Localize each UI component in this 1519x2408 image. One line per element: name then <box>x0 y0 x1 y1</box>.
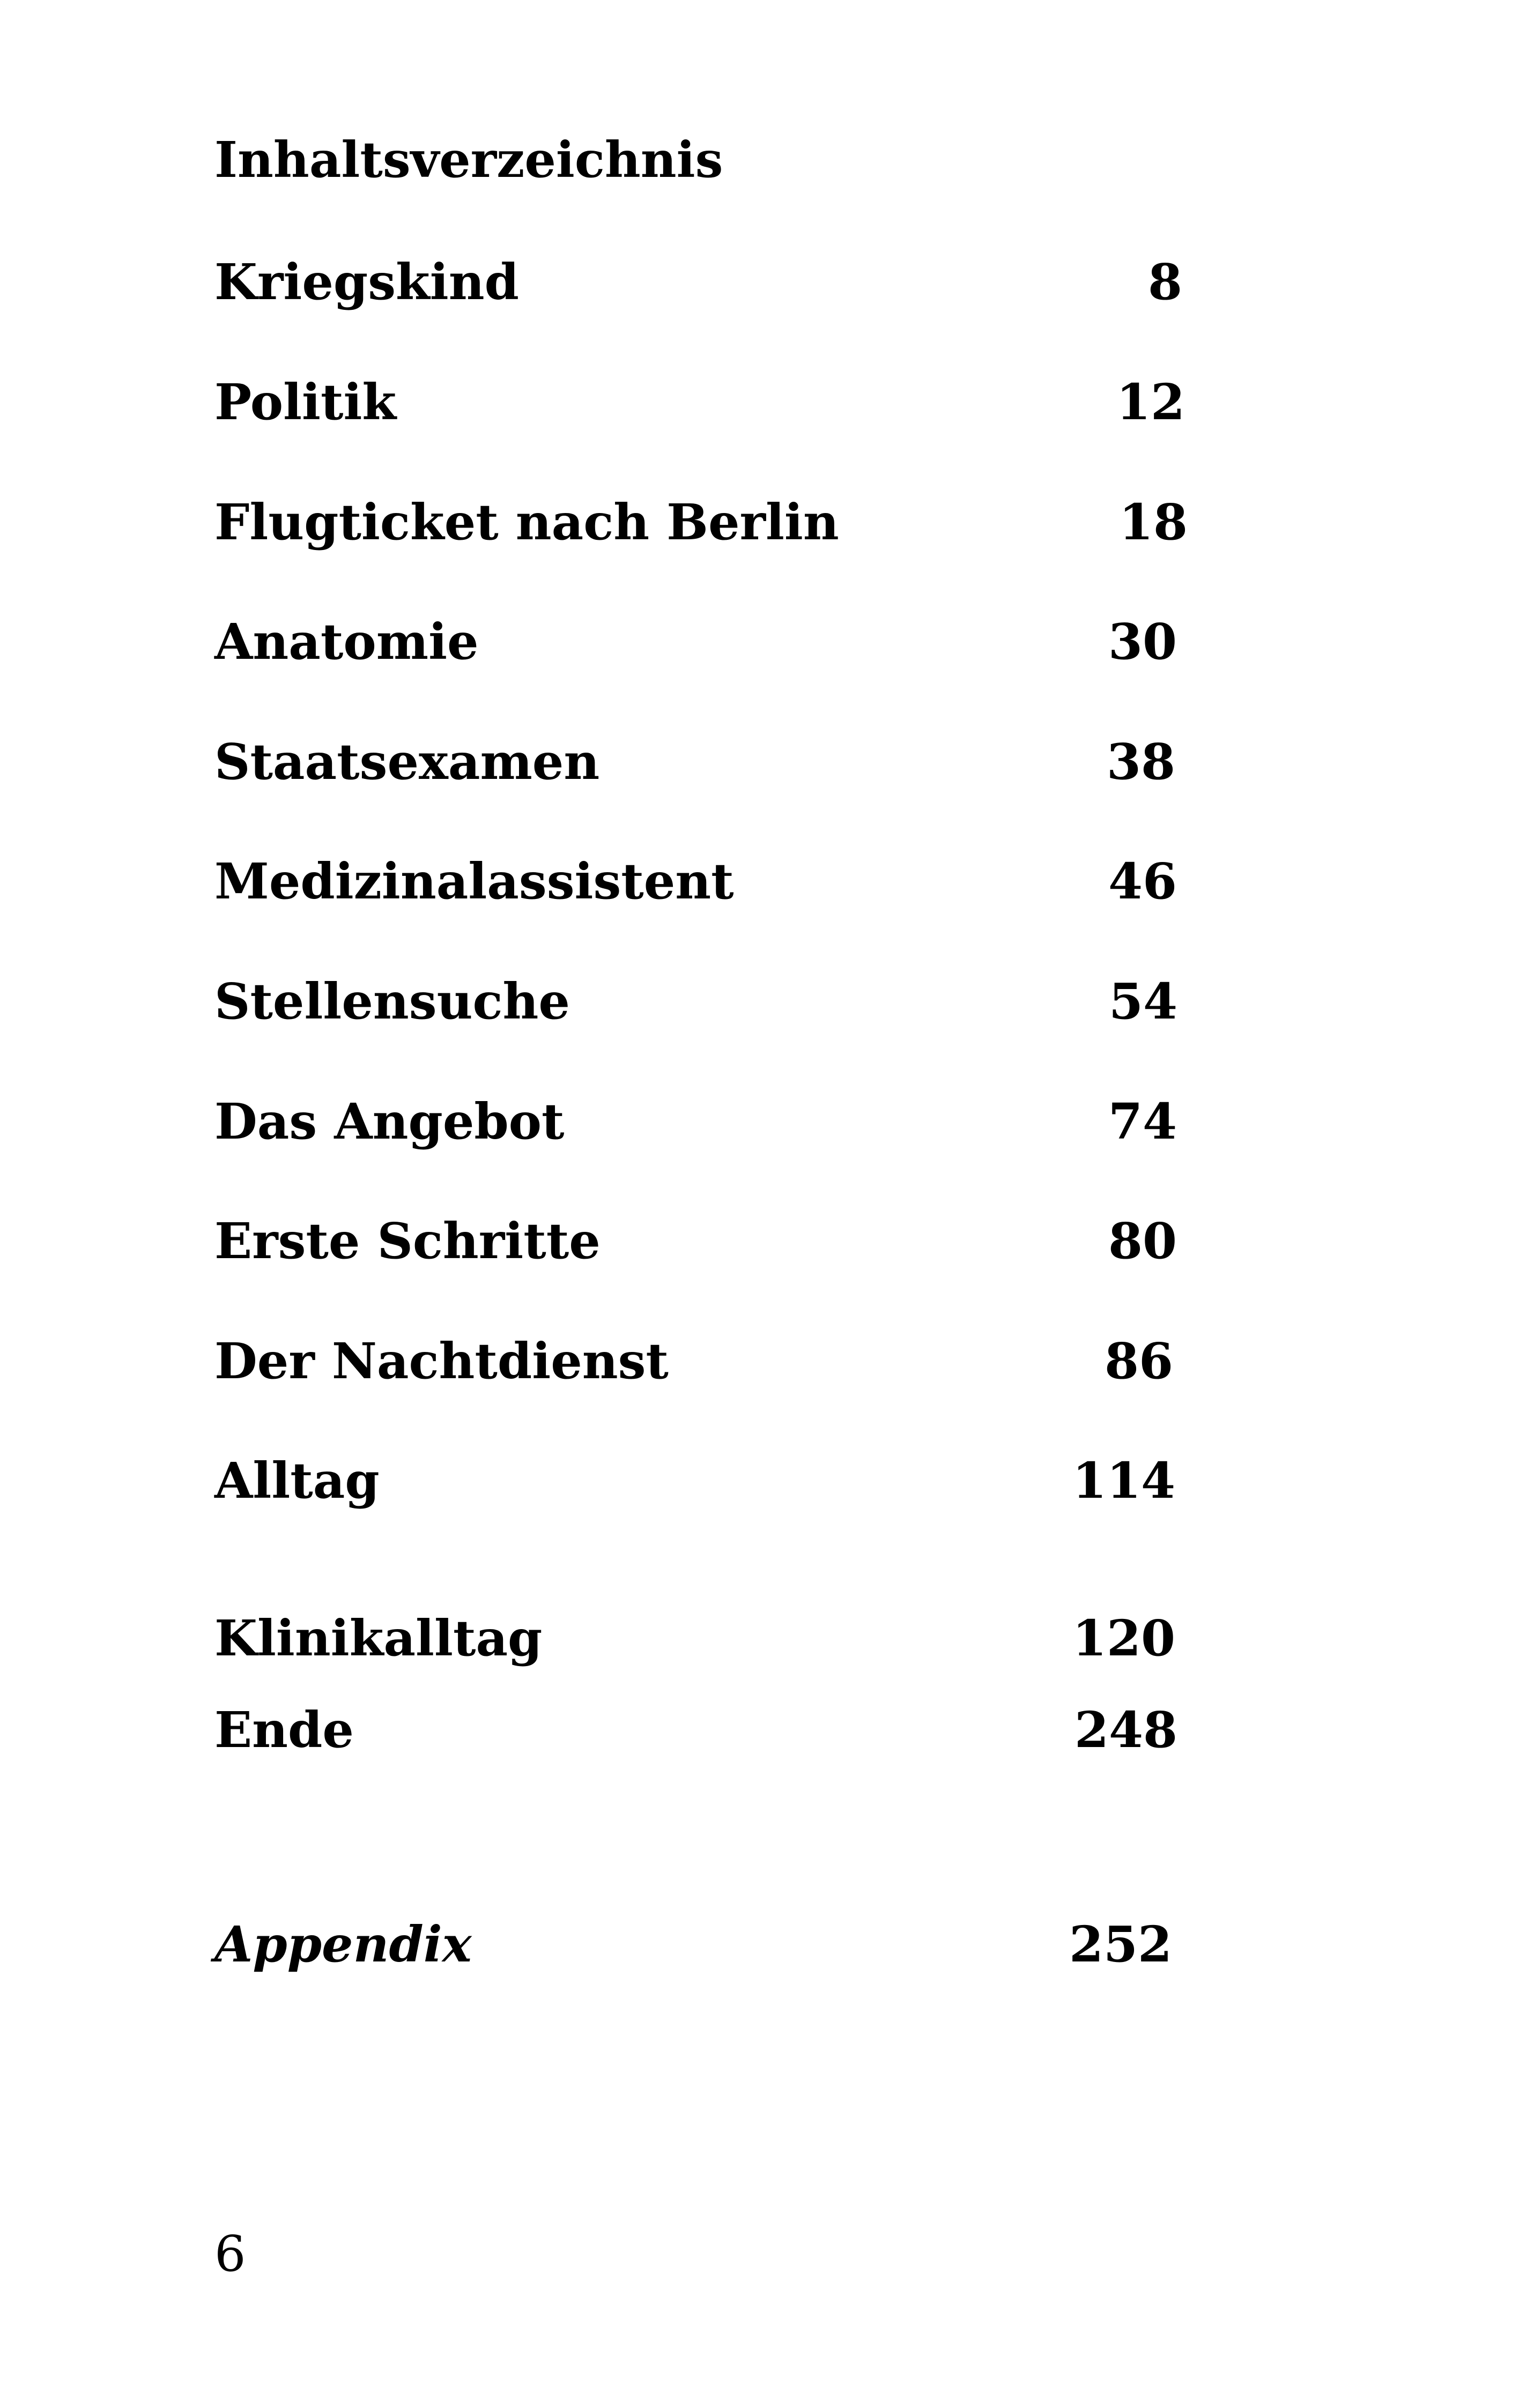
toc-entry-erste-schritte <box>214 1209 1287 1273</box>
toc-entry-label: Erste Schritte <box>214 1212 601 1270</box>
toc-entry-label: Das Angebot <box>214 1092 565 1150</box>
toc-entry-anatomie <box>214 610 1287 674</box>
toc-entry-stellensuche <box>214 969 1287 1034</box>
toc-entry-das-angebot <box>214 1089 1287 1154</box>
toc-entry-label: Flugticket nach Berlin <box>214 493 839 551</box>
toc-entry-alltag <box>214 1448 1287 1513</box>
toc-entry-label: Appendix <box>214 1915 472 1973</box>
toc-entry-label: Kriegskind <box>214 253 519 311</box>
toc-entry-staatsexamen <box>214 730 1287 794</box>
toc-entry-label: Klinikalltag <box>214 1609 543 1667</box>
toc-entry-label: Alltag <box>214 1452 380 1510</box>
toc-entry-label: Medizinalassistent <box>214 852 734 910</box>
toc-entry-page: 12 <box>1116 373 1185 431</box>
toc-entry-label: Ende <box>214 1701 354 1759</box>
toc-entry-page: 54 <box>1108 972 1177 1030</box>
toc-entry-page: 30 <box>1108 613 1177 671</box>
toc-entry-medizinalassistent <box>214 849 1287 913</box>
toc-entry-label: Stellensuche <box>214 972 570 1030</box>
toc-entry-page: 114 <box>1072 1452 1175 1510</box>
toc-entry-ende <box>214 1698 1287 1762</box>
toc-entry-page: 74 <box>1108 1092 1177 1150</box>
toc-entry-page: 252 <box>1069 1915 1172 1973</box>
toc-entry-kriegskind <box>214 250 1287 314</box>
toc-entry-page: 18 <box>1118 493 1188 551</box>
toc-title: Inhaltsverzeichnis <box>214 131 723 189</box>
toc-entry-label: Anatomie <box>214 613 479 671</box>
page-number: 6 <box>214 2225 246 2283</box>
toc-entry-page: 8 <box>1147 253 1182 311</box>
toc-entry-label: Der Nachtdienst <box>214 1332 669 1390</box>
toc-entry-flugticket <box>214 490 1287 554</box>
toc-entry-page: 80 <box>1108 1212 1177 1270</box>
toc-entry-der-nachtdienst <box>214 1329 1287 1393</box>
toc-entry-klinikalltag <box>214 1606 1287 1670</box>
toc-entry-appendix <box>214 1912 1287 1976</box>
toc-entry-page: 120 <box>1072 1609 1175 1667</box>
toc-entry-page: 46 <box>1108 852 1177 910</box>
toc-entry-page: 38 <box>1106 733 1175 791</box>
toc-entry-page: 248 <box>1074 1701 1177 1759</box>
toc-entry-politik <box>214 370 1287 434</box>
toc-entry-label: Politik <box>214 373 397 431</box>
toc-entry-label: Staatsexamen <box>214 733 600 791</box>
toc-entry-page: 86 <box>1104 1332 1173 1390</box>
